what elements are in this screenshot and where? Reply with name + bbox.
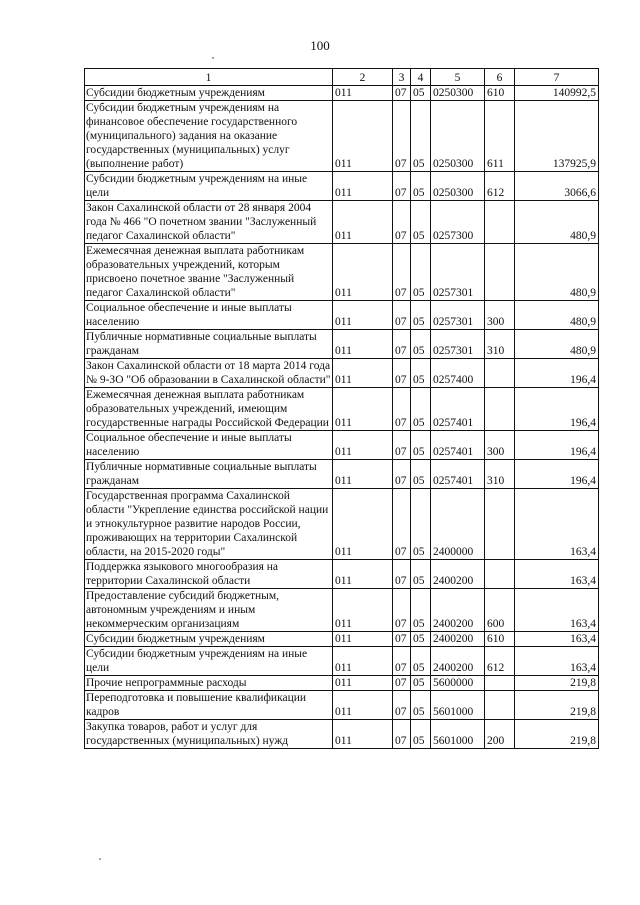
amount-cell: 163,4 (515, 589, 599, 632)
expense-type-cell: 310 (485, 460, 515, 489)
row-name-cell: Субсидии бюджетным учреждениям (85, 632, 333, 647)
subsection-code-cell: 05 (411, 676, 431, 691)
target-code-cell: 5601000 (431, 691, 485, 720)
amount-cell: 163,4 (515, 489, 599, 560)
subsection-code-cell: 05 (411, 691, 431, 720)
target-code-cell: 0250300 (431, 172, 485, 201)
table-row (85, 86, 599, 101)
row-name-cell: Субсидии бюджетным учреждениям на финансовое обеспечение государственного (муниципального) задания на оказание государственных (муниципальных) услуг (выполнение работ) (85, 101, 333, 172)
ministry-code-cell: 011 (333, 431, 393, 460)
subsection-code-cell: 05 (411, 86, 431, 101)
section-code-cell: 07 (393, 201, 411, 244)
target-code-cell: 0257401 (431, 388, 485, 431)
ministry-code-cell: 011 (333, 691, 393, 720)
amount-cell: 163,4 (515, 647, 599, 676)
scan-speck (212, 57, 214, 59)
amount-cell: 137925,9 (515, 101, 599, 172)
amount-cell: 3066,6 (515, 172, 599, 201)
ministry-code-cell: 011 (333, 676, 393, 691)
expense-type-cell (485, 388, 515, 431)
section-code-cell: 07 (393, 676, 411, 691)
column-header: 4 (411, 69, 431, 86)
budget-table (84, 68, 599, 749)
section-code-cell: 07 (393, 691, 411, 720)
target-code-cell: 2400200 (431, 647, 485, 676)
expense-type-cell: 611 (485, 101, 515, 172)
column-header: 6 (485, 69, 515, 86)
subsection-code-cell: 05 (411, 301, 431, 330)
subsection-code-cell: 05 (411, 201, 431, 244)
table-row (85, 589, 599, 632)
ministry-code-cell: 011 (333, 460, 393, 489)
row-name-cell: Субсидии бюджетным учреждениям (85, 86, 333, 101)
expense-type-cell (485, 359, 515, 388)
subsection-code-cell: 05 (411, 632, 431, 647)
amount-cell: 196,4 (515, 431, 599, 460)
row-name-cell: Ежемесячная денежная выплата работникам образовательных учреждений, имеющим государственные награды Российской Федерации (85, 388, 333, 431)
table-row (85, 101, 599, 172)
ministry-code-cell: 011 (333, 388, 393, 431)
section-code-cell: 07 (393, 172, 411, 201)
column-header: 3 (393, 69, 411, 86)
subsection-code-cell: 05 (411, 560, 431, 589)
column-header: 7 (515, 69, 599, 86)
section-code-cell: 07 (393, 86, 411, 101)
column-header: 2 (333, 69, 393, 86)
row-name-cell: Закупка товаров, работ и услуг для государственных (муниципальных) нужд (85, 720, 333, 749)
section-code-cell: 07 (393, 330, 411, 359)
table-row (85, 431, 599, 460)
expense-type-cell: 200 (485, 720, 515, 749)
amount-cell: 480,9 (515, 301, 599, 330)
amount-cell: 480,9 (515, 201, 599, 244)
table-row (85, 388, 599, 431)
ministry-code-cell: 011 (333, 301, 393, 330)
ministry-code-cell: 011 (333, 489, 393, 560)
scan-speck (99, 858, 101, 860)
row-name-cell: Поддержка языкового многообразия на территории Сахалинской области (85, 560, 333, 589)
ministry-code-cell: 011 (333, 86, 393, 101)
target-code-cell: 0257301 (431, 301, 485, 330)
amount-cell: 219,8 (515, 720, 599, 749)
row-name-cell: Субсидии бюджетным учреждениям на иные цели (85, 647, 333, 676)
table-row (85, 560, 599, 589)
ministry-code-cell: 011 (333, 359, 393, 388)
target-code-cell: 0257301 (431, 330, 485, 359)
table-row (85, 691, 599, 720)
target-code-cell: 0257400 (431, 359, 485, 388)
column-header: 5 (431, 69, 485, 86)
subsection-code-cell: 05 (411, 388, 431, 431)
table-row (85, 720, 599, 749)
table-body (85, 86, 599, 749)
section-code-cell: 07 (393, 720, 411, 749)
subsection-code-cell: 05 (411, 244, 431, 301)
amount-cell: 163,4 (515, 632, 599, 647)
expense-type-cell: 600 (485, 589, 515, 632)
amount-cell: 480,9 (515, 330, 599, 359)
subsection-code-cell: 05 (411, 489, 431, 560)
target-code-cell: 0250300 (431, 86, 485, 101)
target-code-cell: 5600000 (431, 676, 485, 691)
table-row (85, 647, 599, 676)
row-name-cell: Ежемесячная денежная выплата работникам образовательных учреждений, которым присвоено почетное звание "Заслуженный педагог Сахалинской области" (85, 244, 333, 301)
section-code-cell: 07 (393, 244, 411, 301)
target-code-cell: 0257401 (431, 431, 485, 460)
expense-type-cell (485, 691, 515, 720)
section-code-cell: 07 (393, 359, 411, 388)
ministry-code-cell: 011 (333, 244, 393, 301)
expense-type-cell: 610 (485, 632, 515, 647)
section-code-cell: 07 (393, 431, 411, 460)
ministry-code-cell: 011 (333, 172, 393, 201)
row-name-cell: Социальное обеспечение и иные выплаты населению (85, 301, 333, 330)
expense-type-cell (485, 201, 515, 244)
row-name-cell: Прочие непрограммные расходы (85, 676, 333, 691)
amount-cell: 196,4 (515, 460, 599, 489)
subsection-code-cell: 05 (411, 460, 431, 489)
expense-type-cell (485, 489, 515, 560)
table-row (85, 676, 599, 691)
expense-type-cell: 300 (485, 431, 515, 460)
table-row (85, 359, 599, 388)
table-row (85, 489, 599, 560)
page-number: 100 (310, 38, 330, 53)
section-code-cell: 07 (393, 560, 411, 589)
table-row (85, 460, 599, 489)
amount-cell: 219,8 (515, 676, 599, 691)
section-code-cell: 07 (393, 460, 411, 489)
section-code-cell: 07 (393, 101, 411, 172)
section-code-cell: 07 (393, 489, 411, 560)
target-code-cell: 2400200 (431, 560, 485, 589)
target-code-cell: 2400000 (431, 489, 485, 560)
row-name-cell: Закон Сахалинской области от 18 марта 2014 года № 9-ЗО "Об образовании в Сахалинской области" (85, 359, 333, 388)
section-code-cell: 07 (393, 647, 411, 676)
row-name-cell: Государственная программа Сахалинской области "Укрепление единства российской нации и этнокультурное развитие народов России, проживающих на территории Сахалинской области, на 2015-2020 годы" (85, 489, 333, 560)
expense-type-cell: 612 (485, 647, 515, 676)
target-code-cell: 5601000 (431, 720, 485, 749)
subsection-code-cell: 05 (411, 431, 431, 460)
target-code-cell: 0257301 (431, 244, 485, 301)
amount-cell: 163,4 (515, 560, 599, 589)
ministry-code-cell: 011 (333, 101, 393, 172)
ministry-code-cell: 011 (333, 560, 393, 589)
target-code-cell: 2400200 (431, 589, 485, 632)
row-name-cell: Социальное обеспечение и иные выплаты населению (85, 431, 333, 460)
amount-cell: 196,4 (515, 388, 599, 431)
expense-type-cell (485, 244, 515, 301)
row-name-cell: Переподготовка и повышение квалификации кадров (85, 691, 333, 720)
expense-type-cell: 612 (485, 172, 515, 201)
ministry-code-cell: 011 (333, 632, 393, 647)
row-name-cell: Публичные нормативные социальные выплаты гражданам (85, 460, 333, 489)
ministry-code-cell: 011 (333, 589, 393, 632)
amount-cell: 480,9 (515, 244, 599, 301)
subsection-code-cell: 05 (411, 359, 431, 388)
row-name-cell: Закон Сахалинской области от 28 января 2004 года № 466 "О почетном звании "Заслуженный педагог Сахалинской области" (85, 201, 333, 244)
subsection-code-cell: 05 (411, 589, 431, 632)
row-name-cell: Публичные нормативные социальные выплаты гражданам (85, 330, 333, 359)
table-row (85, 244, 599, 301)
amount-cell: 196,4 (515, 359, 599, 388)
column-header: 1 (85, 69, 333, 86)
section-code-cell: 07 (393, 632, 411, 647)
subsection-code-cell: 05 (411, 647, 431, 676)
expense-type-cell: 300 (485, 301, 515, 330)
target-code-cell: 0257300 (431, 201, 485, 244)
amount-cell: 140992,5 (515, 86, 599, 101)
ministry-code-cell: 011 (333, 720, 393, 749)
expense-type-cell (485, 560, 515, 589)
ministry-code-cell: 011 (333, 647, 393, 676)
row-name-cell: Предоставление субсидий бюджетным, автономным учреждениям и иным некоммерческим организациям (85, 589, 333, 632)
expense-type-cell: 310 (485, 330, 515, 359)
table-row (85, 632, 599, 647)
subsection-code-cell: 05 (411, 172, 431, 201)
table-row (85, 301, 599, 330)
table-row (85, 330, 599, 359)
amount-cell: 219,8 (515, 691, 599, 720)
header-row (85, 69, 599, 86)
expense-type-cell (485, 676, 515, 691)
subsection-code-cell: 05 (411, 101, 431, 172)
subsection-code-cell: 05 (411, 720, 431, 749)
section-code-cell: 07 (393, 388, 411, 431)
table-row (85, 172, 599, 201)
table-row (85, 201, 599, 244)
target-code-cell: 2400200 (431, 632, 485, 647)
subsection-code-cell: 05 (411, 330, 431, 359)
target-code-cell: 0250300 (431, 101, 485, 172)
expense-type-cell: 610 (485, 86, 515, 101)
section-code-cell: 07 (393, 301, 411, 330)
section-code-cell: 07 (393, 589, 411, 632)
target-code-cell: 0257401 (431, 460, 485, 489)
ministry-code-cell: 011 (333, 201, 393, 244)
ministry-code-cell: 011 (333, 330, 393, 359)
row-name-cell: Субсидии бюджетным учреждениям на иные цели (85, 172, 333, 201)
